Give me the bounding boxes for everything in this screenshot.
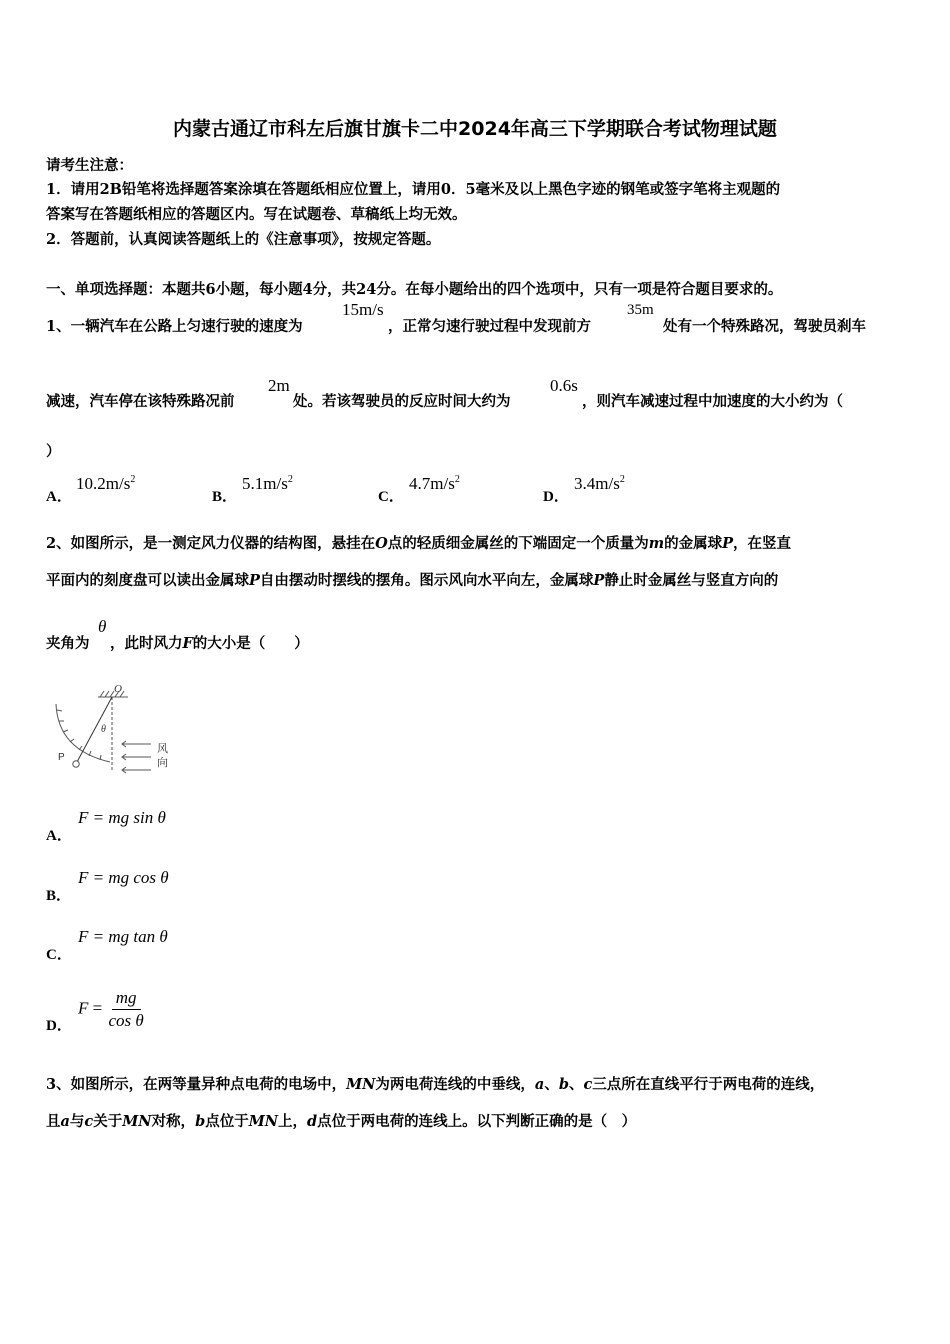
section-heading: 一、单项选择题：本题共6小题，每小题4分，共24分。在每小题给出的四个选项中，只有一项是符合题目要求的。	[46, 281, 783, 298]
q2-option-a-label: A．	[46, 828, 72, 844]
q1-text-5: 处。若该驾驶员的反应时间大约为	[293, 393, 511, 410]
q1-option-d-label: D．	[543, 489, 569, 505]
q1-text-7: ）	[46, 443, 61, 460]
q3-line-2: 且a与c关于MN对称，b点位于MN上，d点位于两电荷的连线上。以下判断正确的是（ ）	[46, 1113, 637, 1130]
q2-option-a-formula: F = mg sin θ	[78, 808, 166, 827]
figure-label-wind-1: 风	[157, 742, 168, 755]
q2-option-b-formula: F = mg cos θ	[78, 868, 169, 887]
q1-value-stop: 2m	[268, 376, 290, 395]
figure-label-o: O	[114, 683, 122, 695]
q3-line-1: 3、如图所示，在两等量异种点电荷的电场中，MN为两电荷连线的中垂线，a、b、c三点所在直线平行于两电荷的连线，	[46, 1076, 825, 1093]
q1-option-d-value: $3.4m/s^2$	[574, 474, 625, 493]
wind-instrument-figure	[44, 680, 184, 780]
q1-option-c-value: $4.7m/s^2$	[409, 474, 460, 493]
q2-theta: θ	[98, 617, 107, 636]
q1-option-a-value: $10.2m/s^2$	[76, 474, 136, 493]
q1-text-1: 1、一辆汽车在公路上匀速行驶的速度为	[46, 318, 303, 335]
q1-text-6: ，则汽车减速过程中加速度的大小约为（	[582, 393, 843, 410]
notice-line-2: 2．答题前，认真阅读答题纸上的《注意事项》，按规定答题。	[46, 231, 441, 248]
q1-value-distance: 35m	[627, 302, 654, 318]
notice-heading: 请考生注意：	[46, 157, 133, 174]
figure-label-theta: θ	[101, 724, 106, 735]
q1-text-4: 减速，汽车停在该特殊路况前	[46, 393, 235, 410]
notice-line-1a: 1．请用2B铅笔将选择题答案涂填在答题纸相应位置上，请用0．5毫米及以上黑色字迹的钢笔或签字笔将主观题的	[46, 181, 781, 198]
q1-value-reaction: 0.6s	[550, 376, 578, 395]
q1-value-speed: 15m/s	[342, 300, 384, 319]
q1-text-3: 处有一个特殊路况，驾驶员刹车	[663, 318, 866, 335]
page-title: 内蒙古通辽市科左后旗甘旗卡二中2024年高三下学期联合考试物理试题	[173, 118, 777, 140]
q1-option-b-label: B．	[212, 489, 238, 505]
q2-line-3b: ，此时风力F的大小是（ ）	[110, 635, 309, 652]
q2-line-2: 平面内的刻度盘可以读出金属球P自由摆动时摆线的摆角。图示风向水平向左，金属球P静止时金属丝与竖直方向的	[46, 572, 779, 589]
q1-text-2: ，正常匀速行驶过程中发现前方	[388, 318, 591, 335]
q1-option-c-label: C．	[378, 489, 404, 505]
q2-line-3a: 夹角为	[46, 635, 90, 652]
q2-option-c-formula: F = mg tan θ	[78, 927, 168, 946]
q1-option-a-label: A．	[46, 489, 72, 505]
q2-option-b-label: B．	[46, 888, 72, 904]
q2-option-c-label: C．	[46, 947, 72, 963]
q2-line-1: 2、如图所示，是一测定风力仪器的结构图，悬挂在O点的轻质细金属丝的下端固定一个质量为m的金属球P，在竖直	[46, 535, 791, 552]
q1-option-b-value: $5.1m/s^2$	[242, 474, 293, 493]
q2-option-d-label: D．	[46, 1018, 72, 1034]
figure-label-p: P	[58, 752, 65, 763]
notice-line-1b: 答案写在答题纸相应的答题区内。写在试题卷、草稿纸上均无效。	[46, 206, 467, 223]
q2-option-d-formula: F = $\frac{mg}{\text{cos θ}}$	[78, 988, 144, 1030]
figure-label-wind-2: 向	[157, 756, 168, 769]
